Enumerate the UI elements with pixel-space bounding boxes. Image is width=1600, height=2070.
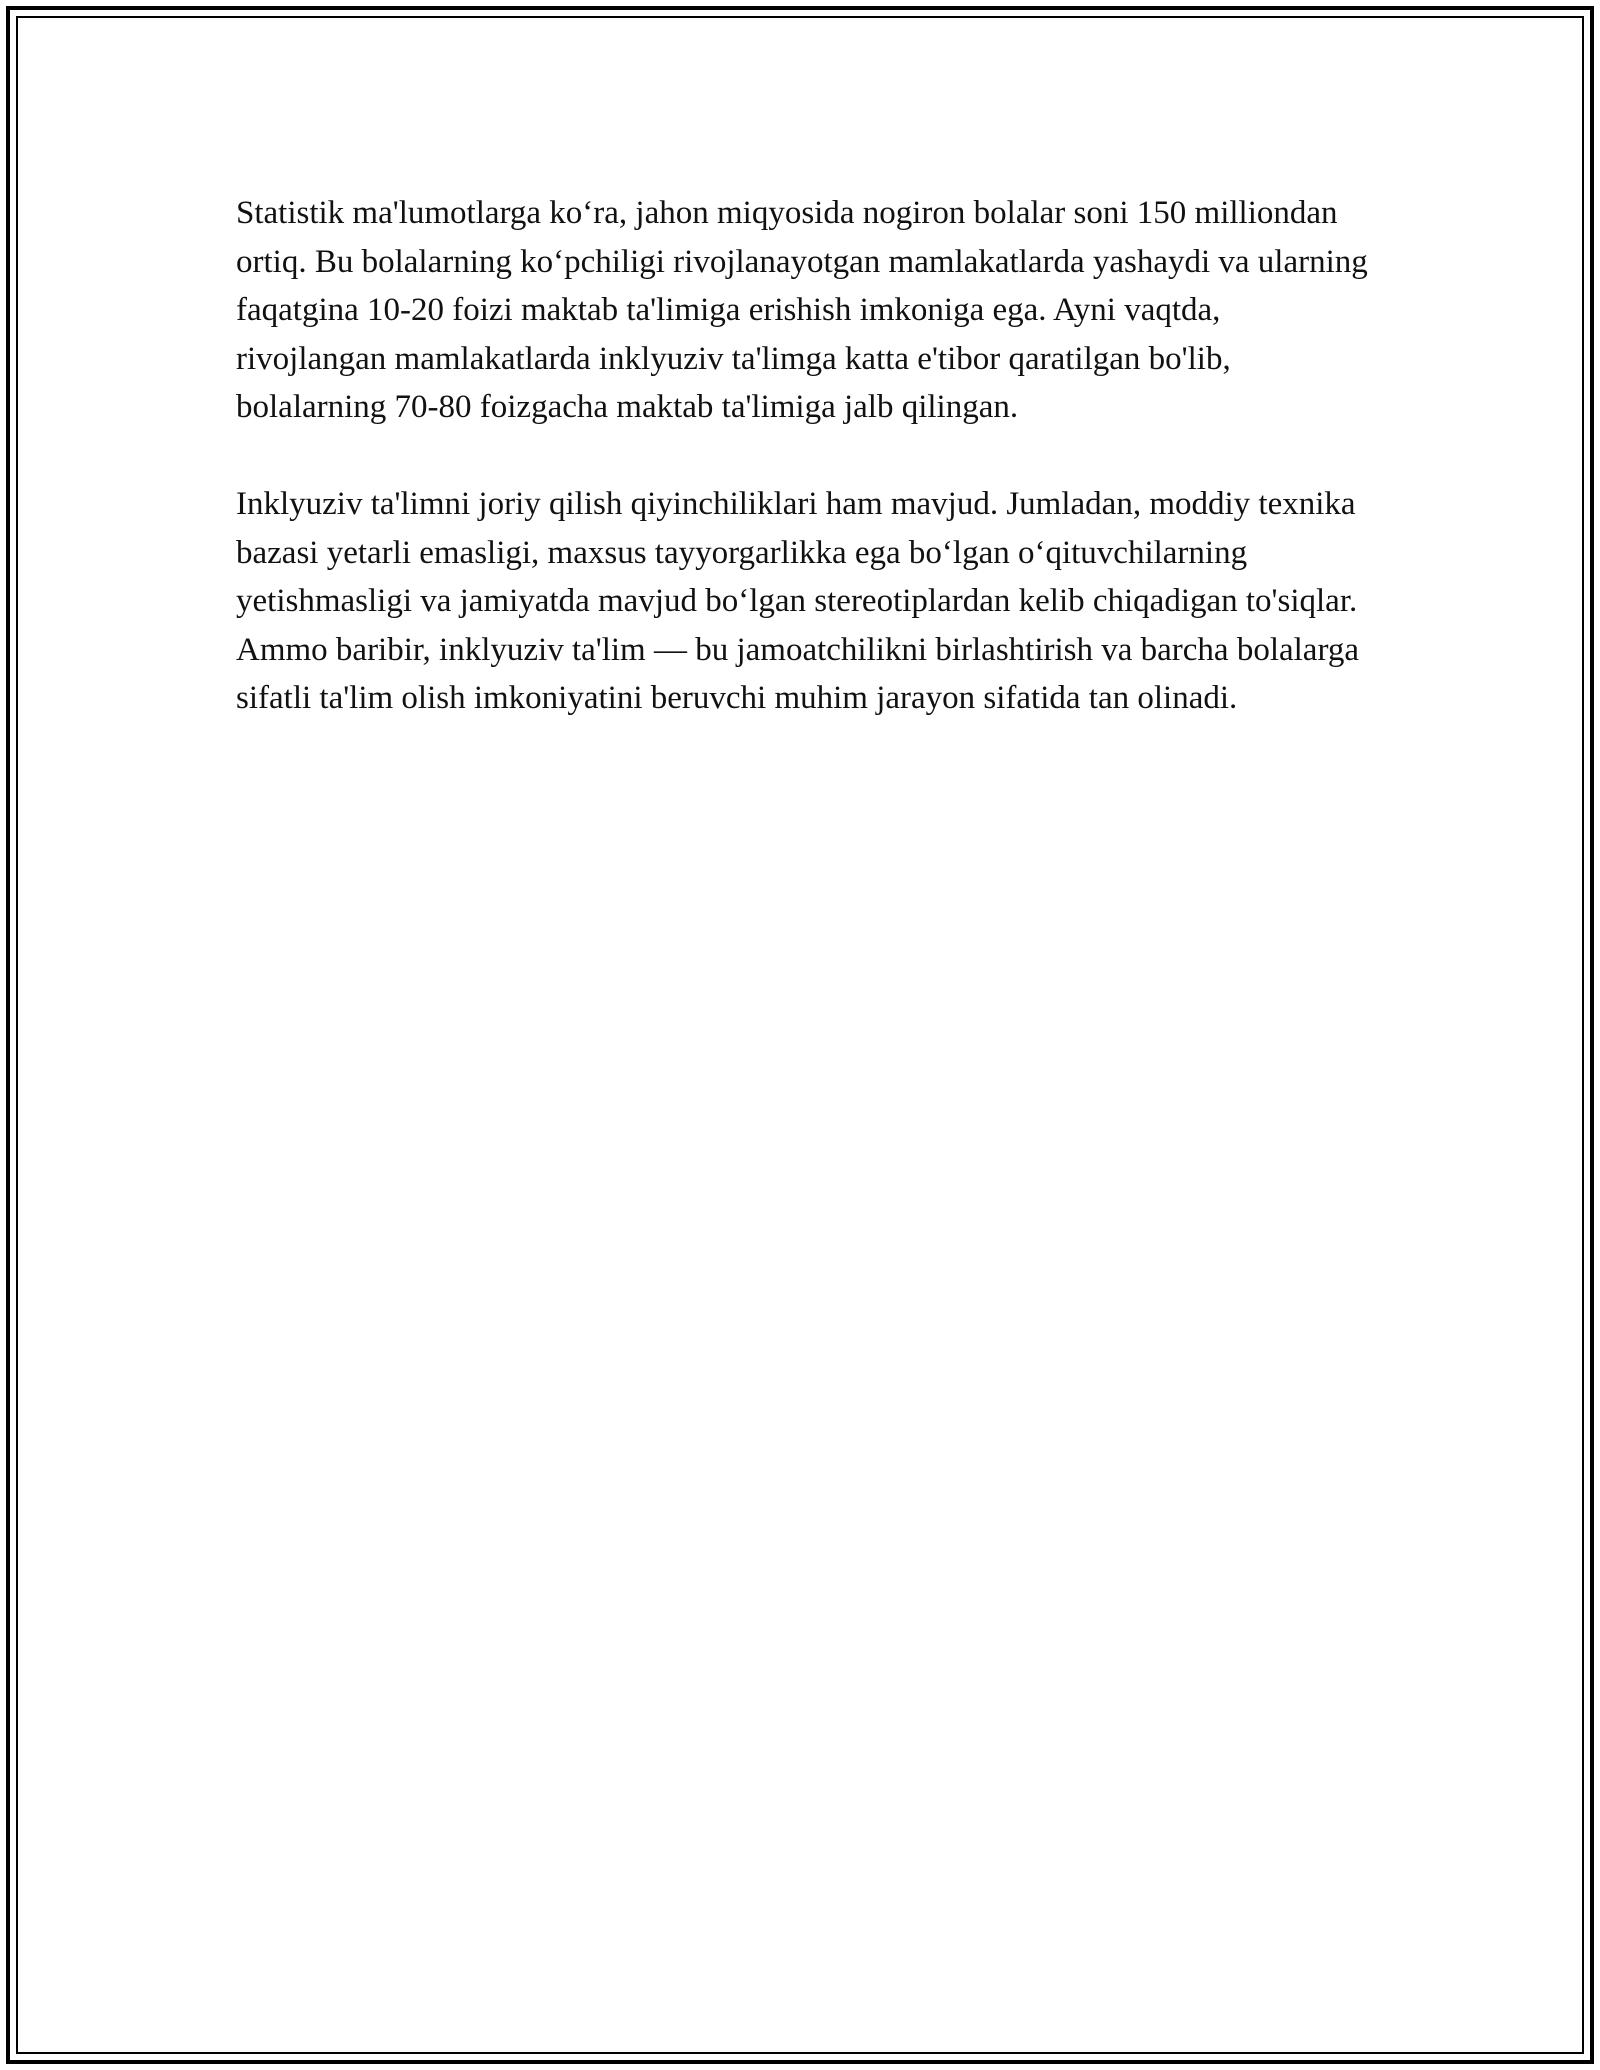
document-body bbox=[236, 189, 1376, 771]
paragraph-challenges: Inklyuziv ta'limni joriy qilish qiyinchiliklari ham mavjud. Jumladan, moddiy texnika bazasi yetarli emasligi, maxsus tayyorgarlikka ega bo‘lgan o‘qituvchilarning yetishmasligi va jamiyatda mavjud bo‘lgan stereotiplardan kelib chiqadigan to'siqlar. Ammo baribir, inklyuziv ta'lim — bu jamoatchilikni birlashtirish va barcha bolalarga sifatli ta'lim olish imkoniyatini beruvchi muhim jarayon sifatida tan olinadi. bbox=[236, 486, 1359, 716]
paragraph-statistics: Statistik ma'lumotlarga ko‘ra, jahon miqyosida nogiron bolalar soni 150 milliondan ortiq. Bu bolalarning ko‘pchiligi rivojlanayotgan mamlakatlarda yashaydi va ularning faqatgina 10-20 foizi maktab ta'limiga erishish imkoniga ega. Ayni vaqtda, rivojlangan mamlakatlarda inklyuziv ta'limga katta e'tibor qaratilgan bo'lib, bolalarning 70-80 foizgacha maktab ta'limiga jalb qilingan. bbox=[236, 195, 1368, 425]
